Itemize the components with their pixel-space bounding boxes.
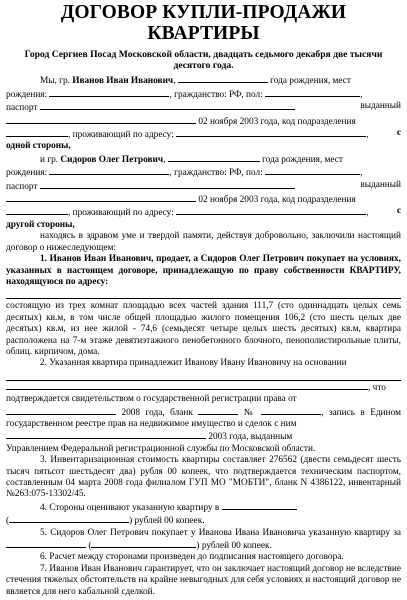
section-4-line-2: ( ) рублей 00 копеек. <box>6 516 205 527</box>
party-one-block: Мы, гр. Иванов Иван Иванович, года рождения, мест <box>40 76 351 87</box>
title-line-2: КВАРТИРЫ <box>147 23 260 44</box>
party-one-line-2: рождения: , гражданство: РФ, пол: , <box>6 89 363 100</box>
section-2-line-5 <box>6 406 401 431</box>
section-5-purchase: 5. Сидоров Олег Петрович покупает у Иванова Ивана Ивановича указанную квартиру за ( ) рублей 00 копеек. <box>6 528 401 553</box>
party-two-side: другой стороны, <box>6 219 75 230</box>
party-two-sex-blank <box>265 166 360 175</box>
party-one-address-label: , проживающий по адресу: <box>68 130 174 141</box>
section-2-registry: , запись в Едином государственном реестре прав на недвижимое имущество и сделок с ним <box>6 407 401 429</box>
section-2-line-7 <box>6 430 401 443</box>
party-one-with: с <box>396 128 401 139</box>
section-3-valuation: 3. Инвентаризационная стоимость квартиры составляет 276562 (двести семьдесят шесть тысяч пятьсот шестьдесят два) рубля 00 копеек, что подтверждается техническим паспортом, составленным 04 марта 2008 года филиалом ГУП МО "МОБТИ", бланк N 4386122, инвентарный №263:075-13302/45. <box>6 455 401 500</box>
property-address-blank <box>6 288 401 299</box>
section-4-price <box>6 501 401 514</box>
party-two-birthplace-blank <box>49 166 169 175</box>
party-two-birthyear-blank <box>168 153 260 162</box>
contract-body <box>6 74 401 598</box>
party-one-citizenship: , гражданство: РФ, пол: <box>169 89 263 100</box>
party-one-address-blank <box>176 128 366 137</box>
party-two-citizenship: , гражданство: РФ, пол: <box>169 168 263 179</box>
party-one-birthplace-blank <box>49 88 169 97</box>
section-2-that: , что <box>368 382 386 393</box>
party-two-issuer-blank <box>6 193 196 202</box>
section-2-certificate: подтверждается свидетельством о государственной регистрации права от <box>6 394 297 405</box>
section-5-currency: рублей 00 копеек. <box>201 541 272 552</box>
section-4-amount-blank <box>222 501 297 510</box>
section-5-amount-blank <box>6 539 86 548</box>
place-date-line: Город Сергиев Посад Московской области, двадцать седьмого декабря две тысячи десятого года. <box>24 49 383 72</box>
ownership-basis-blank-1 <box>6 370 401 381</box>
party-two-issue-date: 02 ноября 2003 года, код подразделения <box>198 195 356 206</box>
party-two-name: Сидоров Олег Петрович <box>60 154 164 165</box>
document-title <box>6 2 401 44</box>
party-one-intro: Мы, гр. <box>40 76 70 87</box>
section-4-text: 4. Стороны оценивают указанную квартиру в <box>40 502 220 513</box>
section-6-payment: 6. Расчет между сторонами произведен до подписания настоящего договора. <box>40 552 344 563</box>
section-1-subject: 1. Иванов Иван Иванович, продает, а Сидоров Олег Петрович покупает на условиях, указанных в настоящем договоре, принадлежащую по праву собственности КВАРТИРУ, находящуюся по адресу: <box>6 254 401 287</box>
party-one-issue-date: 02 ноября 2003 года, код подразделения <box>198 116 356 127</box>
certificate-blank-number <box>198 406 238 415</box>
section-5-amount-words-blank <box>91 539 196 548</box>
ownership-basis-blank-2 <box>6 381 368 390</box>
party-two-intro: и гр. <box>40 154 59 165</box>
section-2-issued-year: 2003 года, выданным <box>208 432 293 443</box>
registry-date-blank <box>6 430 206 439</box>
party-one-code-blank <box>6 128 68 137</box>
party-two-birthplace-label: рождения: <box>6 168 48 179</box>
preamble: находясь в здравом уме и твердой памяти, действуя добровольно, заключили настоящий договор о нижеследующем: <box>6 231 401 253</box>
certificate-number-blank <box>261 406 321 415</box>
party-one-issued-label: выданный <box>360 101 401 112</box>
party-one-passport-blank <box>40 101 295 110</box>
section-2-authority: Управлением Федеральной регистрационной службы по Московской области. <box>6 443 316 454</box>
party-one-passport-label: паспорт <box>6 103 38 114</box>
party-two-line-2: рождения: , гражданство: РФ, пол: , <box>6 168 363 179</box>
section-1-description: состоящую из трех комнат площадью всех частей здания 111,7 (сто одиннадцать целых семь десятых) кв.м, в том числе общей площадью жилого помещения 106,2 (сто шесть целых две десятых) кв.м, из нее жилой - 74,6 (семьдесят четыре целых шесть десятых) кв.м, квартира расположена на 7-м этаже девятиэтажного пенобетонного блочного, пенополистирольные плиты, облиц. кирпичом, дома. <box>6 301 401 357</box>
party-two-with: с <box>396 206 401 217</box>
party-one-birth-label: года рождения, мест <box>270 76 351 87</box>
party-one-line-4 <box>6 115 401 128</box>
title-line-1: ДОГОВОР КУПЛИ-ПРОДАЖИ <box>60 2 347 23</box>
party-two-line-5: , проживающий по адресу: , с <box>6 206 401 219</box>
party-one-name: Иванов Иван Иванович <box>72 76 174 87</box>
party-one-sex-blank <box>265 88 360 97</box>
party-one-line-5: , проживающий по адресу: , с <box>6 128 401 141</box>
party-two-code-blank <box>6 206 68 215</box>
party-two-issued-label: выданный <box>360 179 401 190</box>
party-two-passport-label: паспорт <box>6 181 38 192</box>
section-2-number-sign: № <box>243 407 256 418</box>
section-2-year: 2008 года, бланк <box>121 407 193 418</box>
party-two-block: и гр. Сидоров Олег Петрович, года рождения, мест <box>40 154 343 165</box>
party-two-address-label: , проживающий по адресу: <box>68 208 174 219</box>
party-one-birthyear-blank <box>178 74 268 83</box>
party-two-birth-label: года рождения, мест <box>262 154 343 165</box>
party-one-line-3 <box>6 101 401 114</box>
party-one-issuer-blank <box>6 115 196 124</box>
section-5-text: 5. Сидоров Олег Петрович покупает у Иванова Ивана Ивановича указанную квартиру за <box>40 527 401 538</box>
certificate-date-blank <box>6 406 116 415</box>
party-two-line-3 <box>6 180 401 193</box>
party-two-address-blank <box>176 206 366 215</box>
section-2-ownership: 2. Указанная квартира принадлежит Иванову Ивану Ивановичу на основании <box>40 358 347 369</box>
party-one-birthplace-label: рождения: <box>6 89 48 100</box>
section-4-currency: рублей 00 копеек. <box>134 516 205 527</box>
party-two-line-4 <box>6 193 401 206</box>
section-2-line-3 <box>6 381 401 394</box>
section-4-amount-words-blank <box>9 514 129 523</box>
section-7-guarantee: 7. Иванов Иван Иванович гарантирует, что он заключает настоящий договор не вследствие стечения тяжелых обстоятельств на крайне невыгодных для себя условиях и настоящий договор не является для него кабальной сделкой. <box>6 563 401 597</box>
party-two-passport-blank <box>40 180 295 189</box>
party-one-side: одной стороны, <box>6 141 71 152</box>
